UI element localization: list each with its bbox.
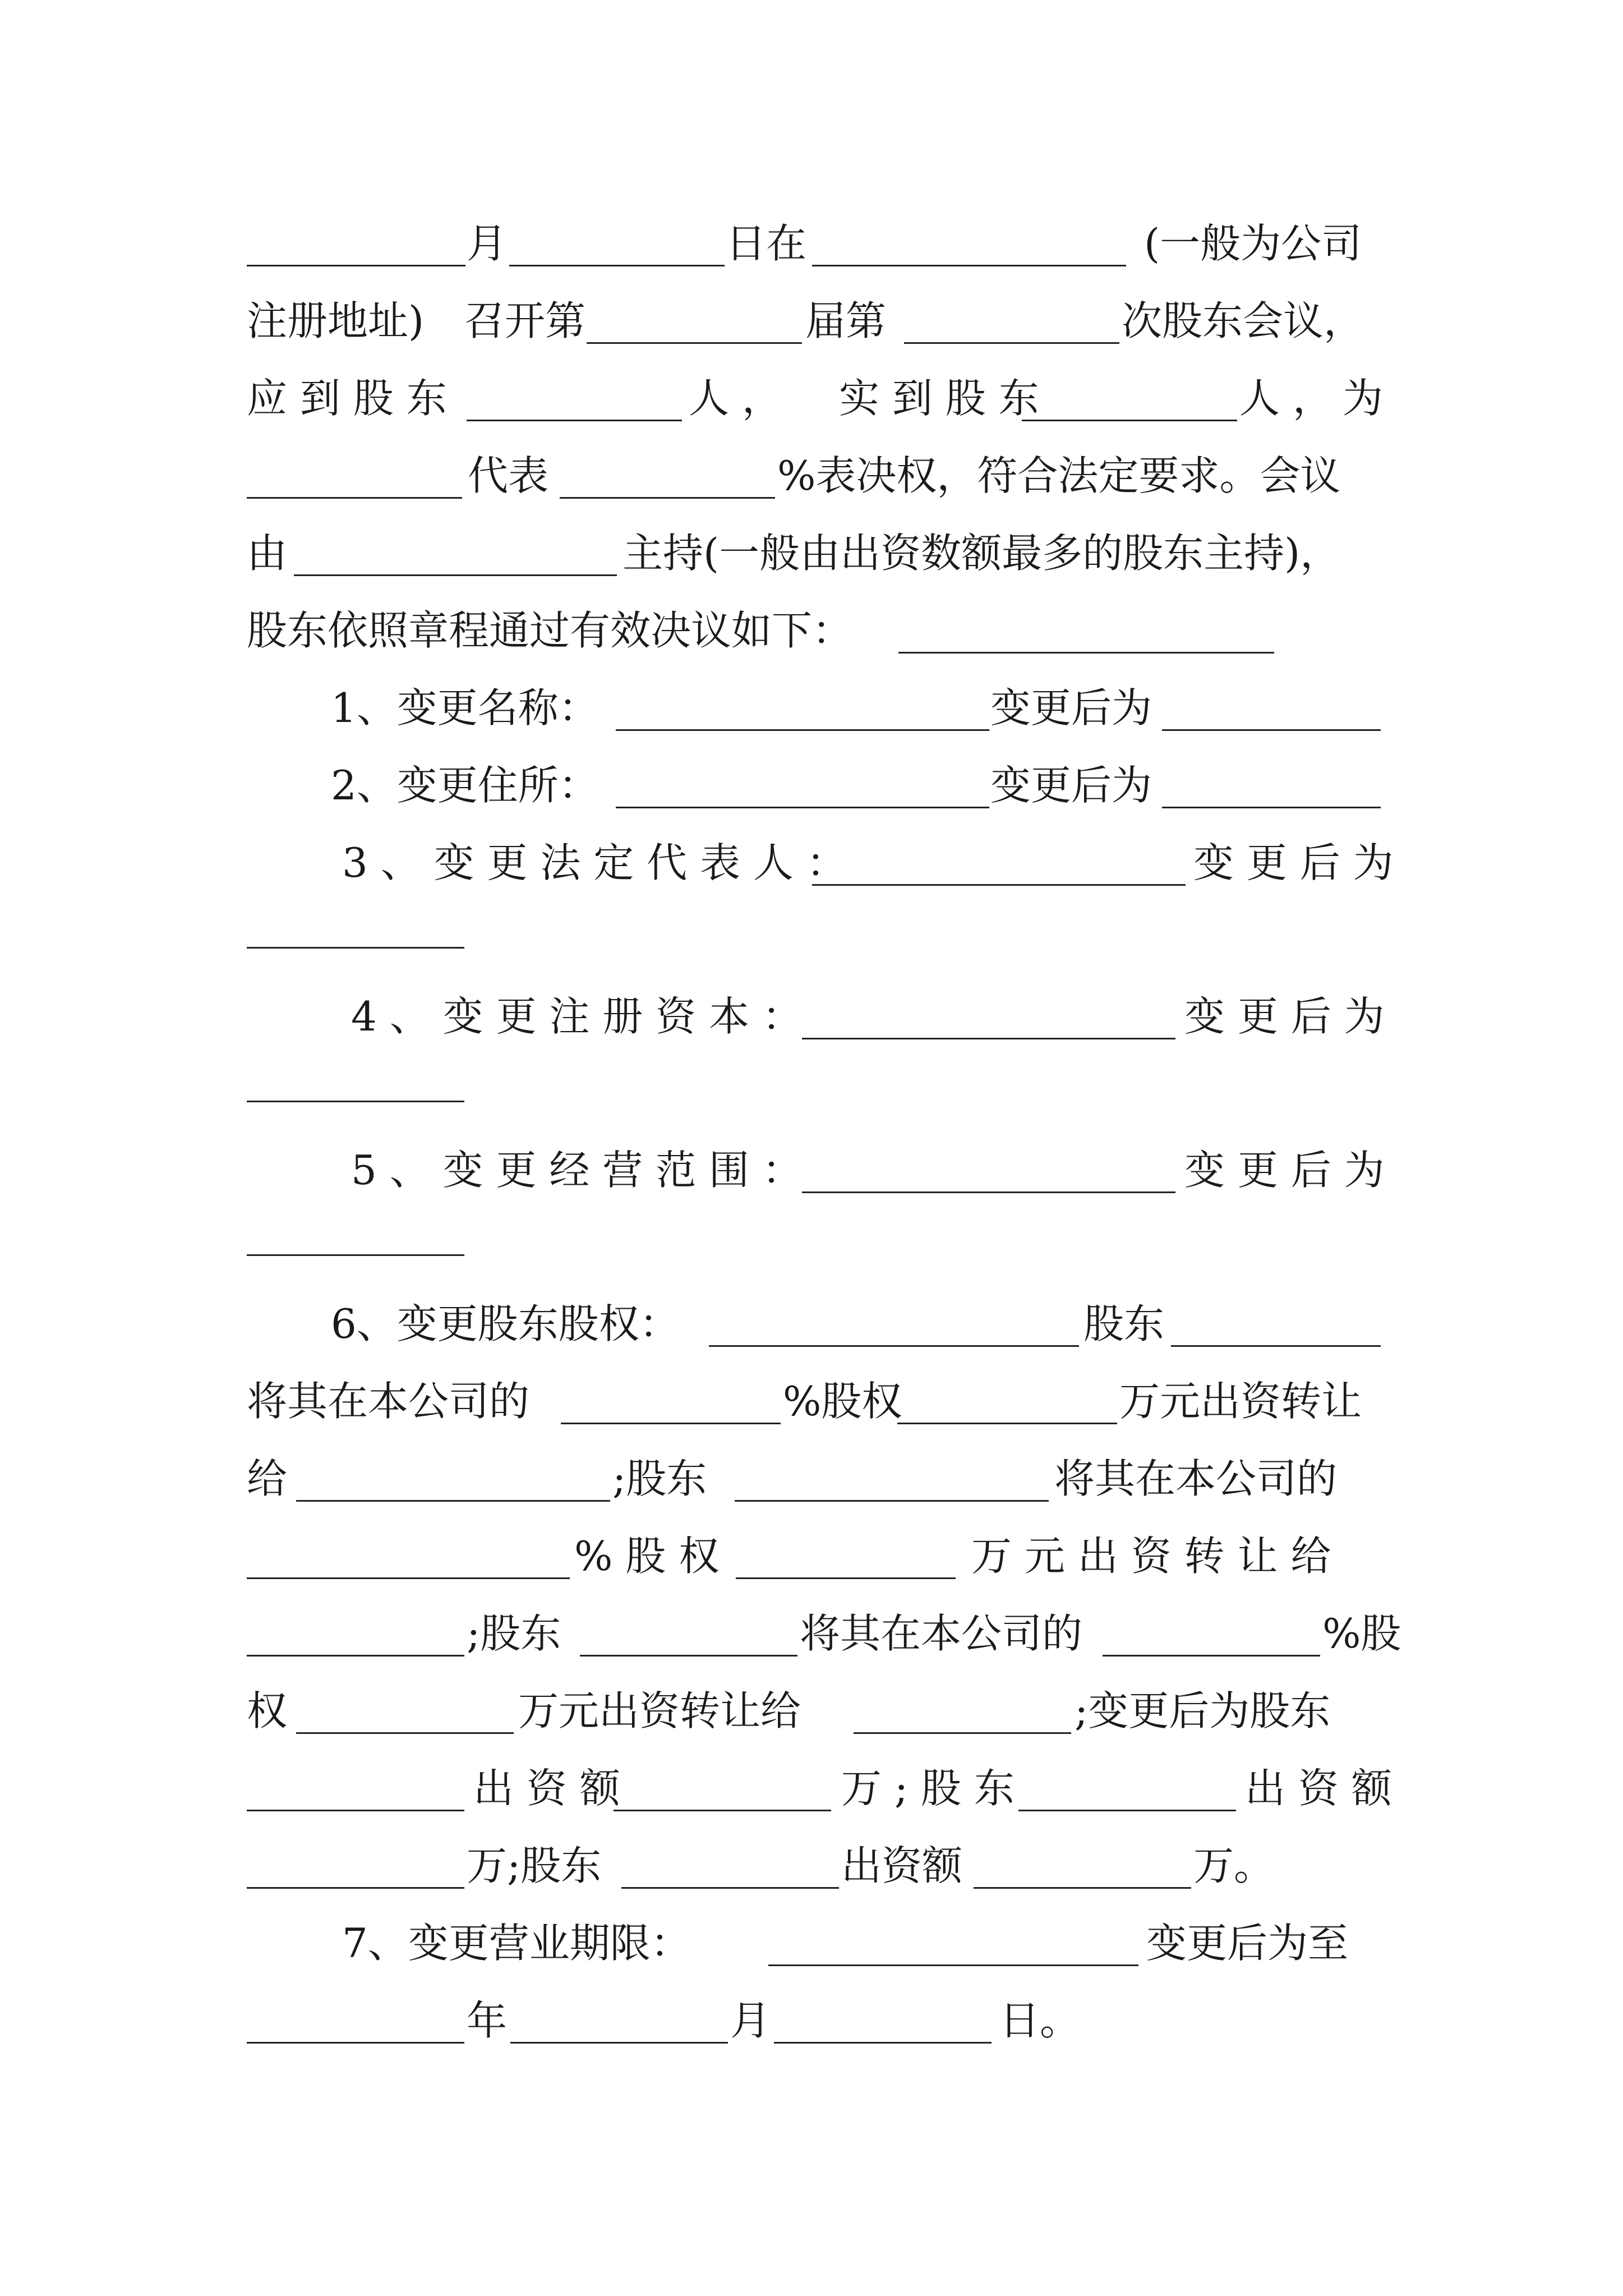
- text-change-term: 7、变更营业期限：: [342, 1920, 691, 1967]
- text-transfer-own: 将其在本公司的: [1054, 1455, 1338, 1502]
- fill-blank[interactable]: [560, 497, 775, 499]
- fill-blank[interactable]: [812, 884, 1186, 886]
- fill-blank[interactable]: [247, 1577, 570, 1579]
- text-equity: 权: [247, 1687, 288, 1734]
- item-2-line: [0, 752, 1623, 819]
- fill-blank[interactable]: [247, 1887, 464, 1889]
- text-change-equity: 6、变更股东股权：: [331, 1300, 680, 1347]
- fill-blank[interactable]: [467, 420, 682, 421]
- text-person: 人 ，: [689, 375, 782, 422]
- text-contribution: 出 资 额: [473, 1765, 620, 1812]
- text-address: 注册地址): [247, 297, 425, 344]
- fill-blank[interactable]: [509, 265, 725, 266]
- text-change-name: 1、变更名称：: [331, 684, 599, 731]
- fill-blank[interactable]: [1162, 807, 1381, 808]
- text-month: 月: [730, 1997, 771, 2044]
- para-line-6: [0, 597, 1623, 664]
- item-3-line: [0, 829, 1623, 896]
- fill-blank[interactable]: [247, 947, 464, 949]
- fill-blank[interactable]: [616, 729, 989, 731]
- text-resolution: 股东依照章程通过有效决议如下：: [247, 607, 853, 654]
- item-7-line-2: [0, 1987, 1623, 2054]
- fill-blank[interactable]: [561, 1423, 781, 1424]
- text-to: 给: [247, 1455, 288, 1502]
- fill-blank[interactable]: [735, 1500, 1049, 1502]
- text-transfer-own: 将其在本公司的: [800, 1610, 1083, 1657]
- fill-blank[interactable]: [802, 1191, 1175, 1193]
- item-4-line-2: [0, 1045, 1623, 1112]
- item-6-line-3: [0, 1445, 1623, 1512]
- fill-blank[interactable]: [621, 1887, 839, 1889]
- text-percent-equity: % 股 权: [574, 1533, 720, 1580]
- text-changed-to: 变 更 后 为: [1184, 993, 1385, 1040]
- text-actual: 实 到 股 东: [839, 375, 1039, 422]
- fill-blank[interactable]: [294, 574, 617, 576]
- fill-blank[interactable]: [812, 265, 1126, 266]
- text-shareholder: 股东: [1083, 1300, 1165, 1347]
- fill-blank[interactable]: [802, 1038, 1175, 1039]
- fill-blank[interactable]: [296, 1500, 610, 1502]
- fill-blank[interactable]: [247, 1655, 464, 1657]
- text-month: 月: [467, 220, 508, 267]
- text-changed-to: 变更后为: [990, 684, 1152, 731]
- text-capital-transfer-to: 万 元 出 资 转 让 给: [971, 1533, 1331, 1580]
- fill-blank[interactable]: [1018, 1810, 1236, 1811]
- item-6-line-2: [0, 1368, 1623, 1435]
- text-capital-transfer-to: 万元出资转让给: [518, 1687, 801, 1734]
- text-wan-shareholder: 万 ; 股 东: [841, 1765, 1015, 1812]
- text-capital-transfer: 万元出资转让: [1119, 1378, 1362, 1425]
- text-chair: 主持(一般由出资数额最多的股东主持)，: [623, 530, 1341, 577]
- item-6-line-7: [0, 1755, 1623, 1822]
- text-represent: 代表: [468, 452, 549, 499]
- fill-blank[interactable]: [897, 1423, 1117, 1424]
- text-change-address: 2、变更住所：: [331, 762, 599, 809]
- text-wan-shareholder: 万;股东: [467, 1842, 602, 1889]
- fill-blank[interactable]: [1171, 1345, 1381, 1347]
- fill-blank[interactable]: [247, 265, 465, 266]
- fill-blank[interactable]: [774, 2042, 992, 2044]
- text-changed-to: 变更后为: [990, 762, 1152, 809]
- text-changed-to: 变 更 后 为: [1193, 839, 1394, 886]
- fill-blank[interactable]: [904, 342, 1119, 344]
- fill-blank[interactable]: [898, 652, 1274, 654]
- para-line-4: [0, 442, 1623, 509]
- text-shareholder: ;股东: [612, 1455, 707, 1502]
- text-day-at: 日在: [726, 220, 807, 267]
- text-wan-end: 万。: [1193, 1842, 1275, 1889]
- fill-blank[interactable]: [614, 1810, 831, 1811]
- text-change-scope: 5 、 变 更 经 营 范 围 ：: [351, 1147, 803, 1194]
- text-changed-until: 变更后为至: [1146, 1920, 1349, 1967]
- fill-blank[interactable]: [247, 497, 462, 499]
- text-year: 年: [467, 1997, 508, 2044]
- item-5-line-2: [0, 1198, 1623, 1266]
- item-4-line: [0, 983, 1623, 1050]
- para-line-1: [0, 210, 1623, 277]
- fill-blank[interactable]: [247, 1254, 464, 1256]
- text-for: 为: [1343, 375, 1384, 422]
- item-1-line: [0, 674, 1623, 742]
- fill-blank[interactable]: [768, 1964, 1138, 1966]
- text-percent-equity: %股: [1322, 1610, 1401, 1657]
- text-convene: 召开第: [464, 297, 586, 344]
- text-person: 人 ，: [1239, 375, 1333, 422]
- item-6-line-5: [0, 1600, 1623, 1667]
- fill-blank[interactable]: [247, 1810, 464, 1811]
- item-6-line-4: [0, 1522, 1623, 1590]
- fill-blank[interactable]: [1022, 420, 1237, 421]
- text-contribution: 出 资 额: [1245, 1765, 1392, 1812]
- fill-blank[interactable]: [587, 342, 802, 344]
- text-session: 届第: [805, 297, 887, 344]
- fill-blank[interactable]: [1103, 1655, 1320, 1657]
- text-by: 由: [247, 530, 288, 577]
- text-change-legal-rep: 3 、 变 更 法 定 代 表 人 ：: [342, 839, 847, 886]
- text-due: 应 到 股 东: [247, 375, 447, 422]
- fill-blank[interactable]: [736, 1577, 956, 1579]
- item-7-line-1: [0, 1910, 1623, 1977]
- text-shareholder: ;股东: [467, 1610, 561, 1657]
- para-line-3: [0, 365, 1623, 432]
- text-changed-to: 变 更 后 为: [1184, 1147, 1385, 1194]
- item-6-line-6: [0, 1677, 1623, 1745]
- fill-blank[interactable]: [247, 2042, 464, 2044]
- text-vote: %表决权，符合法定要求。会议: [777, 452, 1341, 499]
- text-meeting: 次股东会议，: [1122, 297, 1364, 344]
- fill-blank[interactable]: [854, 1732, 1071, 1734]
- fill-blank[interactable]: [616, 807, 989, 808]
- text-changed-shareholder: ;变更后为股东: [1075, 1687, 1331, 1734]
- para-line-2: [0, 287, 1623, 355]
- item-5-line: [0, 1137, 1623, 1204]
- fill-blank[interactable]: [974, 1887, 1191, 1889]
- text-day: 日。: [999, 1997, 1081, 2044]
- fill-blank[interactable]: [580, 1655, 797, 1657]
- fill-blank[interactable]: [709, 1345, 1079, 1347]
- item-6-line-1: [0, 1290, 1623, 1358]
- para-line-5: [0, 519, 1623, 587]
- text-contribution: 出资额: [841, 1842, 963, 1889]
- fill-blank[interactable]: [247, 1101, 464, 1102]
- text-note: (一般为公司: [1144, 220, 1362, 267]
- text-transfer-own: 将其在本公司的: [247, 1378, 530, 1425]
- item-6-line-8: [0, 1832, 1623, 1899]
- item-3-line-2: [0, 891, 1623, 958]
- text-change-capital: 4 、 变 更 注 册 资 本 ：: [351, 993, 803, 1040]
- text-percent-equity: %股权: [783, 1378, 902, 1425]
- fill-blank[interactable]: [510, 2042, 728, 2044]
- fill-blank[interactable]: [296, 1732, 514, 1734]
- fill-blank[interactable]: [1162, 729, 1381, 731]
